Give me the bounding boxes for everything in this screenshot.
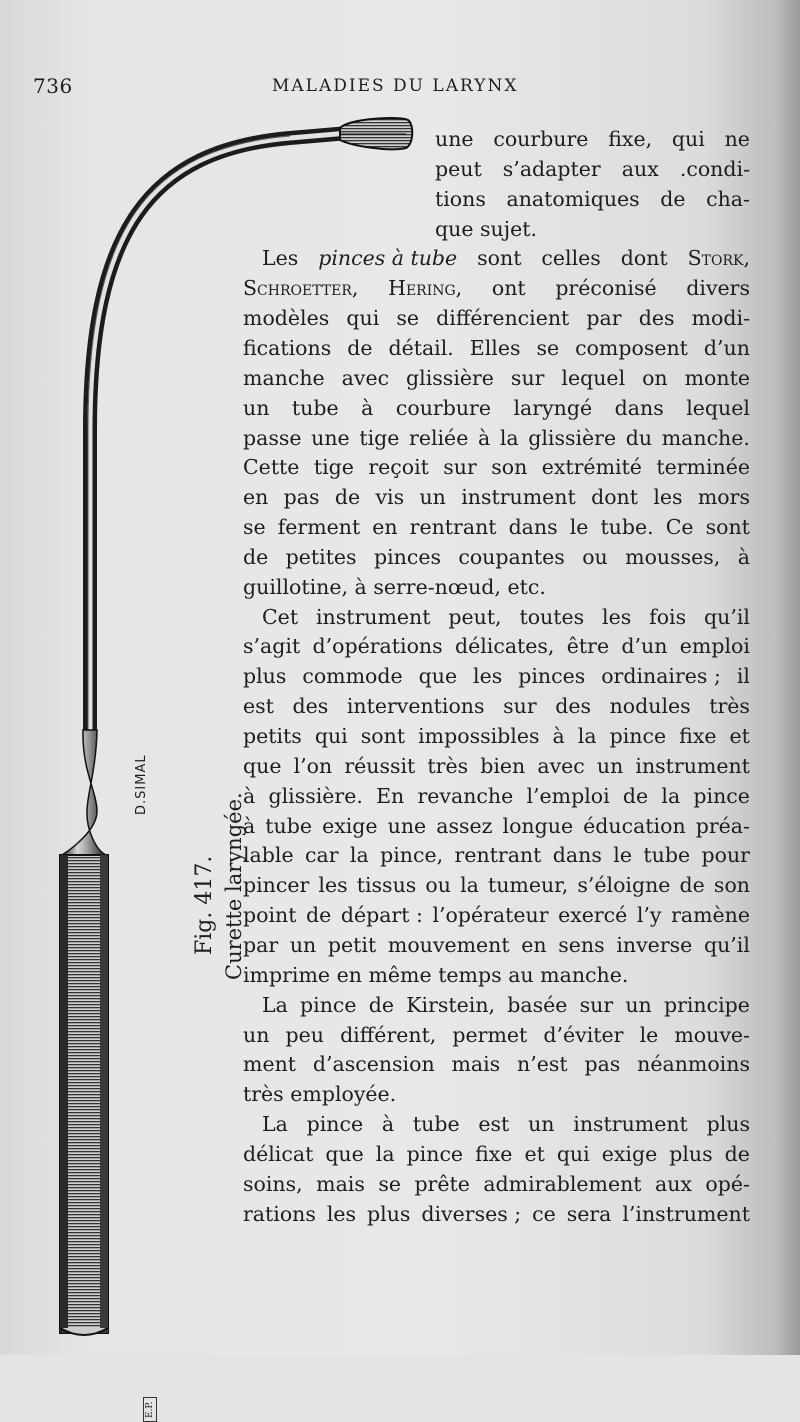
word: mouve- bbox=[674, 1022, 750, 1047]
text-line bbox=[243, 363, 750, 393]
word: en bbox=[521, 932, 547, 957]
word: Hering, bbox=[388, 276, 463, 301]
word: revanche bbox=[417, 783, 514, 808]
word: ou bbox=[425, 873, 451, 898]
word: un bbox=[243, 395, 270, 420]
word: principe bbox=[663, 992, 750, 1017]
word: en bbox=[243, 485, 269, 510]
word: qui bbox=[556, 1141, 590, 1166]
word: sont bbox=[477, 246, 522, 271]
text-line bbox=[243, 542, 750, 572]
word: soins, bbox=[243, 1171, 303, 1196]
text-line bbox=[243, 781, 750, 811]
figure-caption-title: Curette laryngée. bbox=[222, 792, 246, 980]
word: prête bbox=[414, 1171, 470, 1196]
word: départ : bbox=[340, 903, 423, 928]
word: à bbox=[243, 813, 256, 838]
word: pas bbox=[584, 1052, 621, 1077]
word: les bbox=[318, 873, 348, 898]
word: .condi- bbox=[679, 156, 750, 181]
word: au bbox=[508, 962, 534, 987]
word: lequel bbox=[686, 395, 750, 420]
word: glissière bbox=[406, 365, 494, 390]
word: tube. bbox=[600, 515, 654, 540]
word: mors bbox=[697, 485, 750, 510]
word: pince bbox=[306, 1112, 364, 1137]
word: ne bbox=[724, 127, 750, 151]
word: l’opérateur bbox=[432, 903, 549, 928]
word: s’adapter bbox=[502, 156, 601, 181]
word: impossibles bbox=[418, 724, 540, 748]
word: de bbox=[306, 903, 332, 928]
word: rentrant bbox=[409, 515, 497, 540]
word: rentrant bbox=[454, 843, 542, 868]
page-number: 736 bbox=[33, 74, 73, 98]
text-line bbox=[243, 333, 750, 363]
word: de bbox=[334, 485, 361, 510]
word: se bbox=[243, 515, 266, 540]
word: mais bbox=[316, 1171, 365, 1196]
word: peu bbox=[285, 1022, 324, 1047]
word: un bbox=[528, 1112, 555, 1137]
word: Stork, bbox=[687, 246, 750, 271]
word: à bbox=[477, 425, 491, 450]
word: pince bbox=[693, 783, 750, 808]
word: de bbox=[243, 544, 269, 569]
word: glissière. bbox=[268, 783, 363, 808]
word: glissière bbox=[528, 425, 617, 450]
word: les bbox=[653, 485, 683, 510]
word: très bbox=[709, 694, 750, 719]
text-line bbox=[243, 1169, 750, 1199]
word: coupantes bbox=[458, 544, 565, 569]
word: bien bbox=[480, 753, 526, 778]
word: réussit bbox=[344, 753, 416, 778]
word: à bbox=[737, 544, 750, 569]
word: tube bbox=[291, 395, 339, 420]
word: plus bbox=[706, 1112, 750, 1137]
word: ce bbox=[532, 1201, 556, 1226]
word: tumeur, bbox=[487, 873, 569, 898]
word: toutes bbox=[519, 604, 585, 629]
running-head: MALADIES DU LARYNX bbox=[272, 76, 519, 96]
word: terminée bbox=[656, 455, 750, 480]
word: courbure bbox=[493, 127, 589, 151]
word: admirablement bbox=[483, 1171, 642, 1196]
word: différencient bbox=[436, 306, 570, 331]
word: on bbox=[642, 365, 668, 390]
word: à bbox=[381, 1112, 395, 1137]
word: guillotine, bbox=[243, 574, 348, 599]
word: assez bbox=[436, 813, 493, 838]
word: Cet bbox=[262, 604, 299, 629]
word: dans bbox=[614, 395, 664, 420]
word: en bbox=[372, 515, 398, 540]
word: tube bbox=[643, 843, 691, 868]
word: plus bbox=[243, 664, 287, 689]
word: le bbox=[613, 843, 632, 868]
word: la bbox=[499, 425, 519, 450]
word: par bbox=[243, 932, 279, 957]
word: laryngé bbox=[513, 395, 593, 420]
word: qui bbox=[346, 306, 380, 331]
word: sujet. bbox=[480, 216, 537, 241]
word: détail. bbox=[388, 335, 454, 360]
text-line bbox=[243, 840, 750, 870]
text-line bbox=[243, 482, 750, 512]
word: tube bbox=[412, 1112, 460, 1137]
word: dans bbox=[508, 515, 558, 540]
word: reçoit bbox=[368, 455, 429, 480]
word: que bbox=[418, 664, 458, 689]
word: néanmoins bbox=[637, 1052, 750, 1077]
word: vis bbox=[375, 485, 405, 510]
word: des bbox=[555, 694, 592, 719]
word: la bbox=[661, 783, 681, 808]
word: très bbox=[427, 753, 469, 778]
word: à bbox=[243, 783, 256, 808]
word: sur bbox=[443, 455, 477, 480]
word: point bbox=[243, 903, 297, 928]
word: l’instrument bbox=[622, 1201, 750, 1226]
word: petites bbox=[285, 544, 357, 569]
word: commode bbox=[302, 664, 403, 689]
word: tige bbox=[359, 425, 400, 450]
word: lable bbox=[243, 843, 294, 868]
word: un bbox=[243, 1022, 270, 1047]
text-line bbox=[243, 870, 750, 900]
word: dont bbox=[620, 246, 668, 271]
text-line bbox=[243, 393, 750, 423]
word: des bbox=[292, 694, 329, 719]
word: plus bbox=[669, 1141, 713, 1166]
word: ment bbox=[243, 1052, 297, 1077]
word: pinces bbox=[373, 544, 441, 569]
figure-caption-number: Fig. 417. bbox=[192, 855, 217, 955]
text-line bbox=[243, 930, 750, 960]
word: de bbox=[660, 186, 686, 211]
word: composent bbox=[575, 335, 688, 360]
word: d’ascension bbox=[312, 1052, 435, 1077]
word: Ce bbox=[665, 515, 694, 540]
text-line bbox=[243, 751, 750, 781]
word: s’agit bbox=[243, 634, 301, 659]
word: tions bbox=[435, 186, 486, 211]
text-line bbox=[243, 1049, 750, 1079]
word: pince bbox=[300, 992, 357, 1017]
word: une bbox=[387, 813, 427, 838]
word: ont bbox=[491, 276, 526, 301]
word: celles bbox=[541, 246, 601, 271]
text-line bbox=[243, 1079, 403, 1109]
text-line bbox=[243, 1199, 750, 1229]
word: que bbox=[435, 216, 474, 241]
text-line bbox=[435, 214, 544, 244]
text-line bbox=[435, 154, 750, 184]
word: sont bbox=[360, 724, 406, 748]
word: à bbox=[552, 724, 565, 748]
word: monte bbox=[684, 365, 750, 390]
text-line bbox=[243, 1139, 750, 1169]
word: il bbox=[736, 664, 750, 689]
word: ramène bbox=[671, 903, 750, 928]
word: les bbox=[602, 604, 632, 629]
word: éducation bbox=[583, 813, 686, 838]
word: est bbox=[243, 694, 274, 719]
word: mousses, bbox=[625, 544, 721, 569]
word: fications bbox=[243, 335, 332, 360]
word: des bbox=[638, 306, 675, 331]
word: s’éloigne bbox=[577, 873, 671, 898]
word: permet bbox=[452, 1022, 528, 1047]
text-line bbox=[435, 184, 750, 214]
word: pinces à tube bbox=[318, 246, 458, 271]
word: diverses ; bbox=[421, 1201, 522, 1226]
word: ferment bbox=[277, 515, 361, 540]
word: tube bbox=[265, 813, 312, 838]
word: pince, bbox=[380, 843, 444, 868]
word: n’est bbox=[517, 1052, 568, 1077]
word: plus bbox=[367, 1201, 411, 1226]
text-line bbox=[243, 721, 750, 751]
word: instrument bbox=[635, 753, 750, 778]
text-line bbox=[243, 512, 750, 542]
text-line bbox=[262, 243, 750, 273]
word: manche. bbox=[661, 425, 750, 450]
word: à bbox=[354, 574, 367, 599]
word: cha- bbox=[706, 186, 750, 211]
word: un bbox=[289, 932, 317, 957]
text-line bbox=[262, 602, 750, 632]
word: pince bbox=[406, 1141, 464, 1166]
word: peut bbox=[435, 156, 482, 181]
text-line bbox=[243, 1020, 750, 1050]
word: fixe, bbox=[608, 127, 653, 151]
word: anatomiques bbox=[506, 186, 640, 211]
word: préa- bbox=[695, 813, 750, 838]
word: se bbox=[536, 335, 560, 360]
word: interventions bbox=[346, 694, 485, 719]
text-line bbox=[243, 572, 552, 602]
word: et bbox=[524, 1141, 545, 1166]
word: de bbox=[679, 873, 705, 898]
word: emploi bbox=[679, 634, 750, 659]
word: par bbox=[586, 306, 622, 331]
word: les bbox=[326, 1201, 357, 1226]
word: l’on bbox=[293, 753, 333, 778]
word: temps bbox=[438, 962, 502, 987]
artist-signature: D.SIMAL bbox=[134, 754, 149, 815]
word: Kirstein, bbox=[406, 992, 496, 1017]
word: délicat bbox=[243, 1141, 314, 1166]
word: modèles bbox=[243, 306, 330, 331]
word: tissus bbox=[356, 873, 417, 898]
text-line bbox=[243, 811, 750, 841]
word: se bbox=[378, 1171, 401, 1196]
word: employée. bbox=[290, 1082, 397, 1107]
word: rations bbox=[243, 1201, 316, 1226]
word: un bbox=[625, 992, 652, 1017]
word: aux bbox=[621, 156, 659, 181]
word: à bbox=[361, 395, 374, 420]
word: opé- bbox=[705, 1171, 750, 1196]
word: manche bbox=[243, 365, 325, 390]
word: divers bbox=[686, 276, 750, 301]
word: sera bbox=[566, 1201, 612, 1226]
word: d’un bbox=[621, 634, 668, 659]
word: l’emploi bbox=[526, 783, 610, 808]
word: qui bbox=[671, 127, 705, 151]
word: sens bbox=[558, 932, 605, 957]
word: aux bbox=[654, 1171, 692, 1196]
word: La bbox=[262, 992, 288, 1017]
word: de bbox=[724, 1141, 750, 1166]
word: son bbox=[491, 455, 528, 480]
word: dans bbox=[552, 843, 602, 868]
word: pas bbox=[283, 485, 320, 510]
text-line bbox=[243, 691, 750, 721]
word: son bbox=[713, 873, 750, 898]
word: tige bbox=[313, 455, 354, 480]
word: inverse bbox=[616, 932, 693, 957]
word: modi- bbox=[691, 306, 750, 331]
word: la bbox=[349, 843, 369, 868]
word: de bbox=[347, 335, 373, 360]
word: Cette bbox=[243, 455, 300, 480]
word: exercé bbox=[558, 903, 628, 928]
word: peut, bbox=[448, 604, 502, 629]
word: d’éviter bbox=[543, 1022, 624, 1047]
word: en bbox=[336, 962, 362, 987]
word: sur bbox=[503, 694, 537, 719]
word: instrument bbox=[461, 485, 576, 510]
word: dont bbox=[591, 485, 638, 510]
word: pincer bbox=[243, 873, 310, 898]
word: extrémité bbox=[541, 455, 642, 480]
word: qu’il bbox=[703, 932, 750, 957]
word: instrument bbox=[315, 604, 431, 629]
word: sont bbox=[705, 515, 750, 540]
word: fixe bbox=[475, 1141, 513, 1166]
word: du bbox=[625, 425, 653, 450]
word: ordinaires ; bbox=[601, 664, 721, 689]
word: très bbox=[243, 1082, 284, 1107]
word: mais bbox=[451, 1052, 501, 1077]
word: car bbox=[305, 843, 339, 868]
word: etc. bbox=[507, 574, 546, 599]
text-line bbox=[243, 960, 635, 990]
word: En bbox=[376, 783, 405, 808]
word: qui bbox=[314, 724, 348, 748]
word: une bbox=[311, 425, 350, 450]
text-line bbox=[435, 124, 750, 154]
text-line bbox=[243, 900, 750, 930]
engraver-mark: E.P. bbox=[143, 1397, 157, 1422]
word: qu’il bbox=[704, 604, 750, 629]
word: Les bbox=[262, 246, 299, 271]
word: fixe bbox=[679, 724, 717, 748]
word: lequel bbox=[561, 365, 626, 390]
word: pinces bbox=[518, 664, 586, 689]
word: est bbox=[478, 1112, 510, 1137]
word: instrument bbox=[573, 1112, 688, 1137]
word: reliée bbox=[409, 425, 469, 450]
text-line bbox=[243, 273, 750, 303]
word: une bbox=[435, 127, 474, 151]
text-line bbox=[243, 303, 750, 333]
text-line bbox=[243, 661, 750, 691]
word: Elles bbox=[469, 335, 521, 360]
word: serre-nœud, bbox=[373, 574, 501, 599]
word: nodules bbox=[609, 694, 691, 719]
word: le bbox=[639, 1022, 659, 1047]
word: les bbox=[473, 664, 503, 689]
word: préconisé bbox=[555, 276, 657, 301]
word: de bbox=[622, 783, 649, 808]
word: petit bbox=[327, 932, 377, 957]
word: le bbox=[569, 515, 589, 540]
text-line bbox=[262, 990, 750, 1020]
word: ou bbox=[582, 544, 608, 569]
word: sur bbox=[510, 365, 545, 390]
word: que bbox=[325, 1141, 364, 1166]
word: différent, bbox=[340, 1022, 437, 1047]
word: passe bbox=[243, 425, 302, 450]
text-line bbox=[243, 631, 750, 661]
word: de bbox=[368, 992, 395, 1017]
word: exige bbox=[601, 1141, 658, 1166]
word: manche. bbox=[540, 962, 629, 987]
word: la bbox=[460, 873, 479, 898]
word: exige bbox=[322, 813, 378, 838]
word: Schroetter, bbox=[243, 276, 359, 301]
word: sur bbox=[579, 992, 614, 1017]
word: La bbox=[262, 1112, 288, 1137]
text-line bbox=[243, 452, 750, 482]
word: être bbox=[566, 634, 610, 659]
text-line bbox=[243, 423, 750, 453]
word: avec bbox=[537, 753, 585, 778]
word: délicates, bbox=[454, 634, 555, 659]
page-header bbox=[0, 74, 800, 104]
word: un bbox=[596, 753, 624, 778]
word: la bbox=[577, 724, 597, 748]
word: d’un bbox=[703, 335, 750, 360]
word: pour bbox=[701, 843, 750, 868]
word: se bbox=[396, 306, 420, 331]
word: avec bbox=[341, 365, 390, 390]
word: d’opérations bbox=[312, 634, 443, 659]
word: que bbox=[243, 753, 282, 778]
word: longue bbox=[502, 813, 574, 838]
word: fois bbox=[649, 604, 687, 629]
word: mouvement bbox=[387, 932, 510, 957]
word: pince bbox=[609, 724, 667, 748]
word: petits bbox=[243, 724, 302, 748]
word: même bbox=[368, 962, 432, 987]
word: imprime bbox=[243, 962, 331, 987]
word: et bbox=[729, 724, 750, 748]
word: la bbox=[375, 1141, 395, 1166]
word: l’y bbox=[636, 903, 662, 928]
word: courbure bbox=[395, 395, 491, 420]
word: basée bbox=[507, 992, 568, 1017]
word: un bbox=[419, 485, 446, 510]
text-line bbox=[262, 1109, 750, 1139]
